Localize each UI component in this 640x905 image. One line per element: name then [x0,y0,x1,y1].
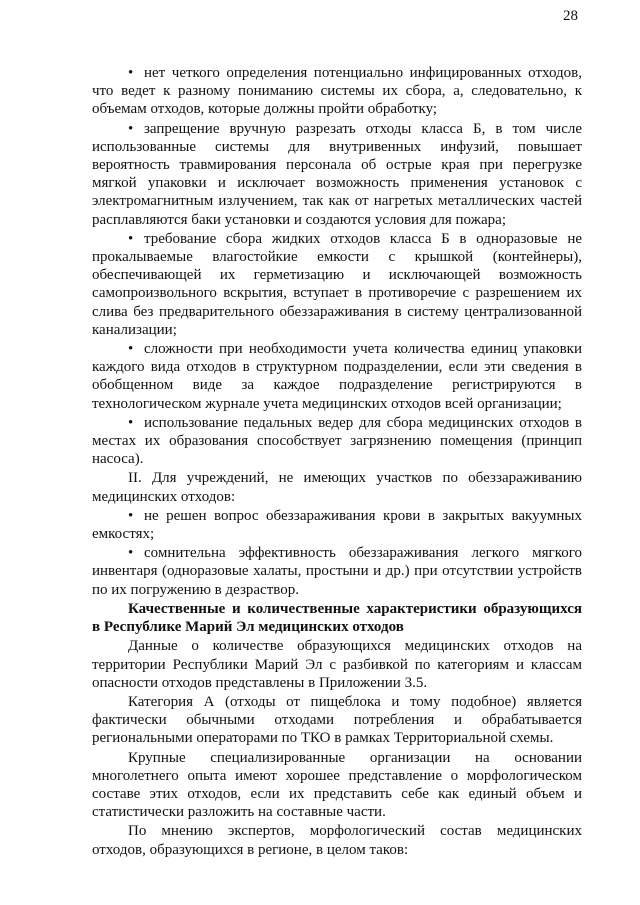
bullet-icon: • [128,414,134,431]
page-number: 28 [563,8,578,24]
bullet-text: нет четкого определения потенциально инфицированных отходов, что ведет к разному пониманию системы их сбора, а, следовательно, к объемам отходов, которые должны пройти обработку; [92,65,582,118]
bullet-list-item [92,544,582,599]
bullet-list-item [92,64,582,119]
paragraph: Категория А (отходы от пищеблока и тому подобное) является фактически обычными отходами потребления и обрабатывается региональными операторами по ТКО в рамках Территориальной схемы. [92,693,582,747]
bullet-list-item [92,414,582,469]
bullet-icon: • [128,65,134,81]
bullet-icon: • [128,120,134,137]
paragraph: II. Для учреждений, не имеющих участков по обеззараживанию медицинских отходов: [92,470,582,505]
paragraph: Крупные специализированные организации на основании многолетнего опыта имеют хорошее представление о морфологическом составе этих отходов, если их представить себе как единый объем и статистически разложить на составные части. [92,749,582,821]
bullet-text: не решен вопрос обеззараживания крови в закрытых вакуумных емкостях; [92,507,582,543]
bullet-text: сомнительна эффективность обеззараживания легкого мягкого инвентаря (одноразовые халаты, простыни и др.) при отсутствии устройств по их погружению в дезраствор. [92,545,582,598]
bullet-text: запрещение вручную разрезать отходы класса Б, в том числе использованные системы для внутривенных инфузий, повышает вероятность травмирования персонала об острые края при перегрузке мягкой упаковки и исключает возможность применения установок с электромагнитным излучением, так как от нагретых металлических частей расплавляются баки установки и создаются условия для пожара; [92,120,582,228]
bullet-icon: • [128,507,134,524]
bullet-list-item [92,340,582,413]
paragraph: По мнению экспертов, морфологический состав медицинских отходов, образующихся в регионе, в целом таков: [92,823,582,858]
bullet-text: требование сбора жидких отходов класса Б в одноразовые не прокалываемые влагостойкие емкости с крышкой (контейнеры), обеспечивающей их герметизацию и исключающей возможность самопроизвольного вскрытия, вступает в противоречие с разрешением их слива без предварительного обеззараживания в систему централизованной канализации; [92,230,582,338]
bullet-text: сложности при необходимости учета количества единиц упаковки каждого вида отходов в структурном подразделении, если эти сведения в обобщенном виде за каждое подразделение регистрируются в технологическом журнале учета медицинских отходов всей организации; [92,341,582,412]
document-body [92,64,582,860]
bullet-list-item [92,230,582,339]
bullet-list-item [92,120,582,229]
bullet-icon: • [128,230,134,247]
section-heading: Качественные и количественные характеристики образующихся в Республике Марий Эл медицинских отходов [92,600,582,636]
bullet-icon: • [128,341,134,358]
bullet-icon: • [128,545,134,562]
bullet-text: использование педальных ведер для сбора медицинских отходов в местах их образования способствует загрязнению помещения (принцип насоса). [92,414,582,468]
bullet-list-item [92,507,582,543]
paragraph: Данные о количестве образующихся медицинских отходов на территории Республики Марий Эл с разбивкой по категориям и классам опасности отходов представлены в Приложении 3.5. [92,638,582,691]
